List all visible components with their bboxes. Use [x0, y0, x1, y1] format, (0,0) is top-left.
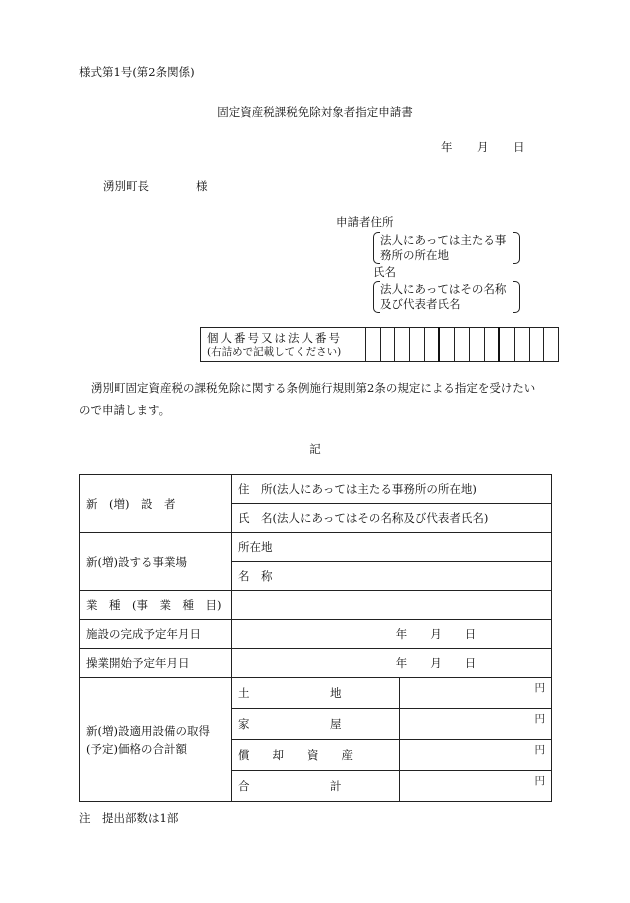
form-title: 固定資産税課税免除対象者指定申請書 [217, 105, 413, 119]
name-note-1: 法人にあってはその名称 [380, 282, 507, 296]
date-day: 日 [513, 140, 525, 154]
number-digit-box[interactable] [529, 328, 544, 362]
individual-number-table [200, 327, 559, 362]
cost-depreciable-field[interactable]: 円 [400, 740, 552, 771]
number-digit-box[interactable] [484, 328, 499, 362]
form-number: 様式第1号(第2条関係) [79, 65, 195, 79]
applicant-address-label: 申請者住所 [336, 215, 394, 229]
cost-total-row-label: 合 計 [232, 771, 400, 802]
number-digit-box[interactable] [366, 328, 381, 362]
number-digit-box[interactable] [395, 328, 410, 362]
footnote: 注 提出部数は1部 [79, 811, 179, 825]
business-type-label: 業 種 (事 業 種 目) [80, 591, 232, 620]
left-bracket [373, 281, 380, 313]
cost-depreciable-label: 償 却 資 産 [232, 740, 400, 771]
address-note-2: 務所の所在地 [380, 248, 449, 262]
cost-total-field[interactable]: 円 [400, 771, 552, 802]
site-location-field[interactable]: 所在地 [232, 533, 552, 562]
addressee: 湧別町長 [103, 179, 149, 193]
cost-total-label: 新(増)設適用設備の取得 (予定)価格の合計額 [80, 678, 232, 802]
number-digit-box[interactable] [544, 328, 559, 362]
business-type-field[interactable] [232, 591, 552, 620]
date-year: 年 [441, 140, 453, 154]
honorific: 様 [196, 179, 208, 193]
establisher-address-field[interactable]: 住 所(法人にあっては主たる事務所の所在地) [232, 475, 552, 504]
ki-heading: 記 [309, 442, 321, 456]
body-text-line-1: 湧別町固定資産税の課税免除に関する条例施行規則第2条の規定による指定を受けたい [91, 381, 536, 395]
start-date-field[interactable]: 年 月 日 [232, 649, 552, 678]
cost-land-field[interactable]: 円 [400, 678, 552, 709]
date-month: 月 [477, 140, 489, 154]
completion-date-field[interactable]: 年 月 日 [232, 620, 552, 649]
number-digit-box[interactable] [514, 328, 529, 362]
site-label: 新(増)設する事業場 [80, 533, 232, 591]
number-digit-box[interactable] [424, 328, 439, 362]
site-name-field[interactable]: 名 称 [232, 562, 552, 591]
number-digit-box[interactable] [380, 328, 395, 362]
number-digit-box[interactable] [410, 328, 425, 362]
application-details-table [79, 474, 552, 802]
start-date-label: 操業開始予定年月日 [80, 649, 232, 678]
establisher-label: 新 (増) 設 者 [80, 475, 232, 533]
individual-number-label: 個人番号又は法人番号 (右詰めで記載してください) [201, 328, 366, 362]
completion-date-label: 施設の完成予定年月日 [80, 620, 232, 649]
cost-building-field[interactable]: 円 [400, 709, 552, 740]
right-bracket [513, 281, 520, 313]
left-bracket [373, 232, 380, 264]
right-bracket [513, 232, 520, 264]
number-digit-box[interactable] [499, 328, 514, 362]
number-digit-box[interactable] [455, 328, 470, 362]
body-text-line-2: ので申請します。 [79, 403, 171, 417]
cost-building-label: 家 屋 [232, 709, 400, 740]
address-note-1: 法人にあっては主たる事 [380, 233, 507, 247]
name-note-2: 及び代表者氏名 [380, 297, 461, 311]
number-digit-box[interactable] [439, 328, 454, 362]
number-digit-box[interactable] [469, 328, 484, 362]
cost-land-label: 土 地 [232, 678, 400, 709]
applicant-name-label: 氏名 [373, 265, 396, 279]
establisher-name-field[interactable]: 氏 名(法人にあってはその名称及び代表者氏名) [232, 504, 552, 533]
